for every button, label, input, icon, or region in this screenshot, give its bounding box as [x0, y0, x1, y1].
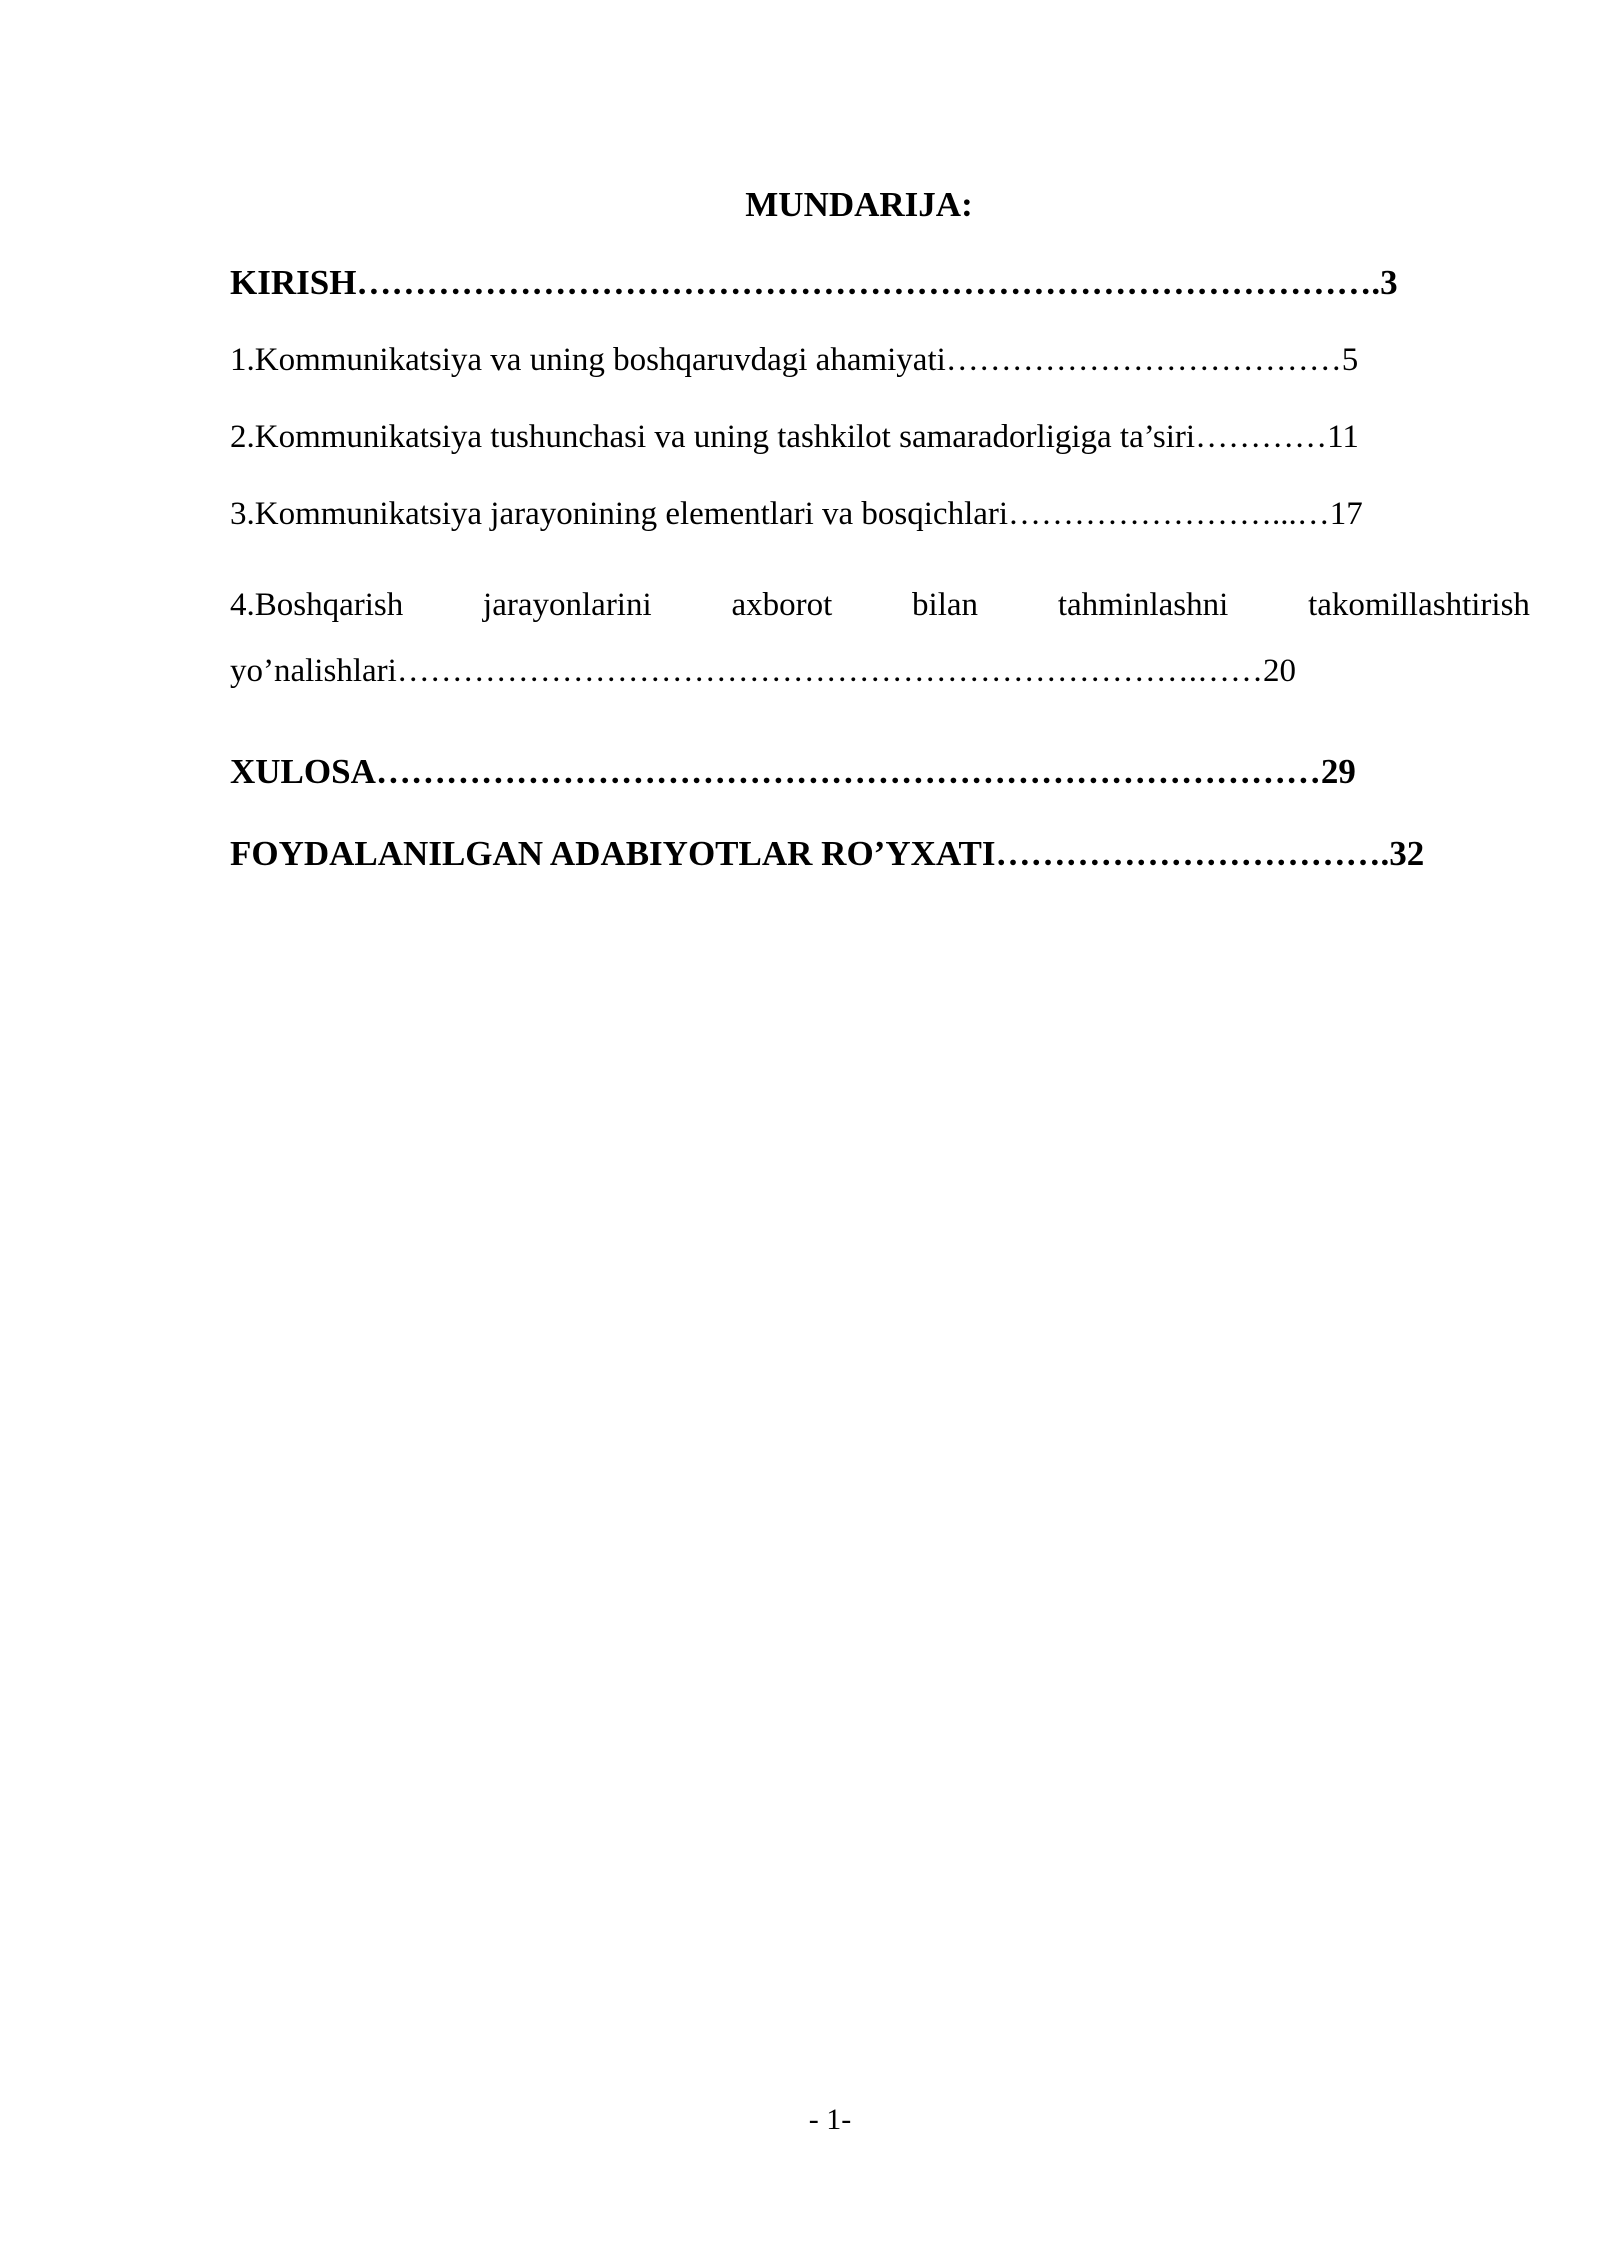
- toc-entry-3: 3.Kommunikatsiya jarayonining elementlari va bosqichlari……………………...…17: [230, 496, 1363, 532]
- toc-entry-4-word: bilan: [912, 587, 979, 623]
- toc-entry-kirish: KIRISH…………………………………………………………………………….3: [230, 263, 1398, 302]
- toc-entry-4-word: jarayonlarini: [483, 587, 652, 623]
- toc-entry-4-line1: [230, 572, 1530, 638]
- toc-entry-4-word: takomillashtirish: [1308, 587, 1530, 623]
- toc-entry-xulosa: XULOSA………………………………………………………………………29: [230, 752, 1356, 791]
- page-number: - 1-: [808, 2103, 852, 2136]
- toc-entry-1: 1.Kommunikatsiya va uning boshqaruvdagi ahamiyati………………………………5: [230, 342, 1359, 378]
- toc-entry-2: 2.Kommunikatsiya tushunchasi va uning tashkilot samaradorligiga ta’siri…………11: [230, 419, 1359, 455]
- toc-entry-4-word: axborot: [731, 587, 833, 623]
- toc-entry-4: [230, 572, 1530, 704]
- toc-entry-4-word: 4.Boshqarish: [230, 587, 404, 623]
- toc-title: MUNDARIJA:: [745, 185, 973, 224]
- toc-entry-4-word: tahminlashni: [1057, 587, 1229, 623]
- toc-entry-adabiyotlar: FOYDALANILGAN ADABIYOTLAR RO’YXATI…………………………….32: [230, 834, 1425, 873]
- toc-entry-4-line2: yo’nalishlari……………………………………………………………….……20: [230, 653, 1297, 689]
